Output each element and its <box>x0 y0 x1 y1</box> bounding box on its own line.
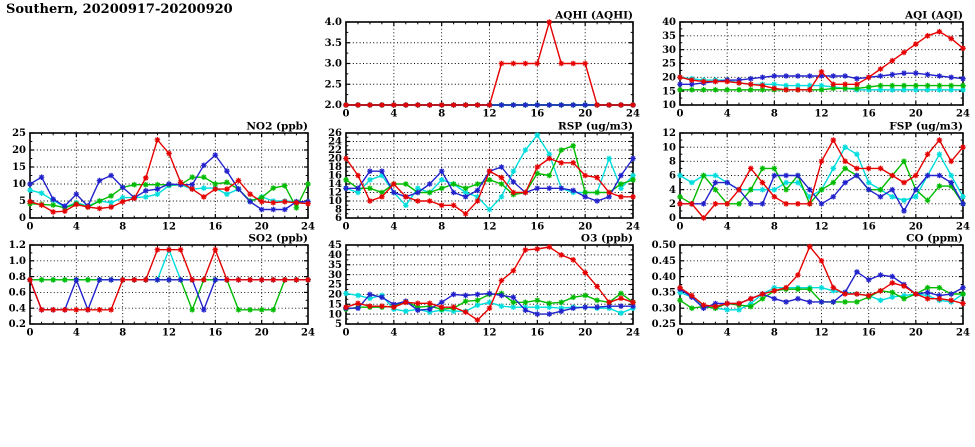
svg-text:30: 30 <box>328 269 342 281</box>
svg-text:16: 16 <box>208 327 223 339</box>
svg-text:4: 4 <box>72 221 80 233</box>
svg-text:24: 24 <box>328 136 342 148</box>
svg-text:35: 35 <box>662 31 676 42</box>
svg-text:12: 12 <box>814 108 829 120</box>
svg-text:20: 20 <box>662 72 676 84</box>
svg-text:8: 8 <box>770 221 778 233</box>
chart-canvas-co <box>646 232 971 340</box>
chart-aqhi <box>312 9 641 121</box>
svg-text:16: 16 <box>530 221 545 233</box>
svg-text:12: 12 <box>162 327 176 339</box>
svg-text:20: 20 <box>578 108 593 120</box>
svg-text:15: 15 <box>12 162 26 174</box>
svg-text:24: 24 <box>956 108 970 120</box>
svg-text:40: 40 <box>662 17 676 29</box>
svg-text:1.0: 1.0 <box>8 256 26 267</box>
svg-text:20: 20 <box>254 327 269 339</box>
svg-text:10: 10 <box>328 309 342 321</box>
chart-canvas-aqhi <box>312 9 641 121</box>
svg-text:SO2 (ppb): SO2 (ppb) <box>248 232 308 245</box>
svg-text:0.2: 0.2 <box>8 319 26 331</box>
svg-text:24: 24 <box>626 327 640 339</box>
svg-text:20: 20 <box>12 145 26 157</box>
svg-text:24: 24 <box>956 327 970 339</box>
svg-text:4: 4 <box>390 221 398 233</box>
svg-text:5: 5 <box>19 196 26 208</box>
svg-text:0.8: 0.8 <box>8 271 26 283</box>
svg-text:40: 40 <box>328 250 342 262</box>
svg-text:25: 25 <box>662 58 676 70</box>
chart-canvas-fsp <box>646 120 971 234</box>
svg-text:30: 30 <box>662 44 676 56</box>
svg-text:0: 0 <box>669 213 676 225</box>
svg-text:12: 12 <box>482 108 497 120</box>
svg-text:10: 10 <box>328 196 342 208</box>
svg-text:8: 8 <box>119 327 127 339</box>
svg-text:0: 0 <box>676 221 684 233</box>
svg-text:2.5: 2.5 <box>324 79 342 91</box>
svg-text:4: 4 <box>390 108 398 120</box>
svg-text:20: 20 <box>328 289 342 301</box>
svg-text:12: 12 <box>814 221 829 233</box>
svg-text:NO2 (ppb): NO2 (ppb) <box>246 120 308 133</box>
svg-text:20: 20 <box>908 221 923 233</box>
svg-text:4.0: 4.0 <box>324 17 342 29</box>
chart-canvas-no2 <box>0 120 316 234</box>
svg-text:16: 16 <box>530 108 545 120</box>
svg-text:0.35: 0.35 <box>651 287 676 299</box>
svg-text:16: 16 <box>861 221 876 233</box>
svg-text:22: 22 <box>328 145 342 157</box>
svg-text:0: 0 <box>19 213 26 225</box>
svg-text:8: 8 <box>669 156 676 168</box>
svg-text:12: 12 <box>328 187 342 199</box>
svg-text:16: 16 <box>861 327 876 339</box>
svg-text:0.50: 0.50 <box>651 240 676 252</box>
svg-text:8: 8 <box>438 108 446 120</box>
svg-text:15: 15 <box>328 299 342 311</box>
svg-text:16: 16 <box>530 327 545 339</box>
svg-text:45: 45 <box>328 240 342 252</box>
svg-text:AQI (AQI): AQI (AQI) <box>904 9 963 22</box>
svg-text:16: 16 <box>208 221 223 233</box>
svg-text:6: 6 <box>335 213 342 225</box>
svg-text:10: 10 <box>662 100 676 112</box>
svg-text:12: 12 <box>662 128 676 140</box>
svg-text:4: 4 <box>723 221 731 233</box>
svg-text:12: 12 <box>162 221 176 233</box>
svg-text:12: 12 <box>482 327 497 339</box>
svg-text:16: 16 <box>328 170 342 182</box>
svg-text:0: 0 <box>676 108 684 120</box>
svg-text:20: 20 <box>908 108 923 120</box>
svg-text:4: 4 <box>669 184 676 196</box>
chart-so2 <box>0 232 316 340</box>
svg-text:20: 20 <box>908 327 923 339</box>
svg-text:3.5: 3.5 <box>324 38 342 49</box>
svg-text:0: 0 <box>342 327 350 339</box>
svg-text:10: 10 <box>662 142 676 154</box>
svg-text:2: 2 <box>669 199 676 210</box>
page-title: Southern, 20200917-20200920 <box>6 2 233 17</box>
svg-text:20: 20 <box>578 327 593 339</box>
svg-text:4: 4 <box>72 327 80 339</box>
svg-text:8: 8 <box>438 327 446 339</box>
svg-text:8: 8 <box>335 204 342 216</box>
svg-text:4: 4 <box>723 327 731 339</box>
svg-text:8: 8 <box>770 108 778 120</box>
svg-text:0.45: 0.45 <box>651 256 676 267</box>
svg-text:O3 (ppb): O3 (ppb) <box>580 232 633 245</box>
svg-text:FSP (ug/m3): FSP (ug/m3) <box>889 120 963 133</box>
svg-text:4: 4 <box>390 327 398 339</box>
svg-text:16: 16 <box>861 108 876 120</box>
chart-co <box>646 232 971 340</box>
svg-text:24: 24 <box>956 221 970 233</box>
svg-text:8: 8 <box>438 221 446 233</box>
svg-text:12: 12 <box>482 221 497 233</box>
svg-text:12: 12 <box>814 327 829 339</box>
svg-text:2.0: 2.0 <box>324 100 342 112</box>
chart-o3 <box>312 232 641 340</box>
svg-text:0: 0 <box>342 221 350 233</box>
svg-text:0: 0 <box>342 108 350 120</box>
svg-text:14: 14 <box>328 179 342 191</box>
chart-fsp <box>646 120 971 234</box>
svg-text:24: 24 <box>301 327 315 339</box>
chart-canvas-o3 <box>312 232 641 340</box>
svg-text:8: 8 <box>119 221 127 233</box>
svg-text:0.40: 0.40 <box>651 271 676 283</box>
svg-text:AQHI (AQHI): AQHI (AQHI) <box>555 9 633 22</box>
chart-no2 <box>0 120 316 234</box>
svg-text:1.2: 1.2 <box>8 240 26 252</box>
svg-text:20: 20 <box>254 221 269 233</box>
svg-text:0: 0 <box>26 327 34 339</box>
chart-aqi <box>646 9 971 121</box>
chart-canvas-aqi <box>646 9 971 121</box>
svg-text:0.30: 0.30 <box>651 303 676 315</box>
chart-canvas-rsp <box>312 120 641 234</box>
svg-text:CO (ppm): CO (ppm) <box>906 232 963 245</box>
svg-text:6: 6 <box>669 170 676 182</box>
svg-text:24: 24 <box>301 221 315 233</box>
svg-text:24: 24 <box>626 108 640 120</box>
svg-text:RSP (ug/m3): RSP (ug/m3) <box>557 120 633 133</box>
svg-text:0: 0 <box>676 327 684 339</box>
svg-text:5: 5 <box>335 319 342 331</box>
svg-text:20: 20 <box>328 153 342 165</box>
svg-text:18: 18 <box>328 162 342 174</box>
chart-canvas-so2 <box>0 232 316 340</box>
svg-text:20: 20 <box>578 221 593 233</box>
svg-text:10: 10 <box>12 179 26 191</box>
svg-text:8: 8 <box>770 327 778 339</box>
svg-text:15: 15 <box>662 86 676 98</box>
svg-text:4: 4 <box>723 108 731 120</box>
svg-text:0: 0 <box>26 221 34 233</box>
svg-text:26: 26 <box>328 128 342 140</box>
svg-text:0.4: 0.4 <box>8 303 26 315</box>
svg-text:3.0: 3.0 <box>324 58 342 70</box>
chart-rsp <box>312 120 641 234</box>
svg-text:0.25: 0.25 <box>651 319 676 331</box>
svg-text:25: 25 <box>328 279 342 291</box>
svg-text:24: 24 <box>626 221 640 233</box>
svg-text:25: 25 <box>12 128 26 140</box>
svg-text:0.6: 0.6 <box>8 287 26 299</box>
svg-text:35: 35 <box>328 260 342 271</box>
